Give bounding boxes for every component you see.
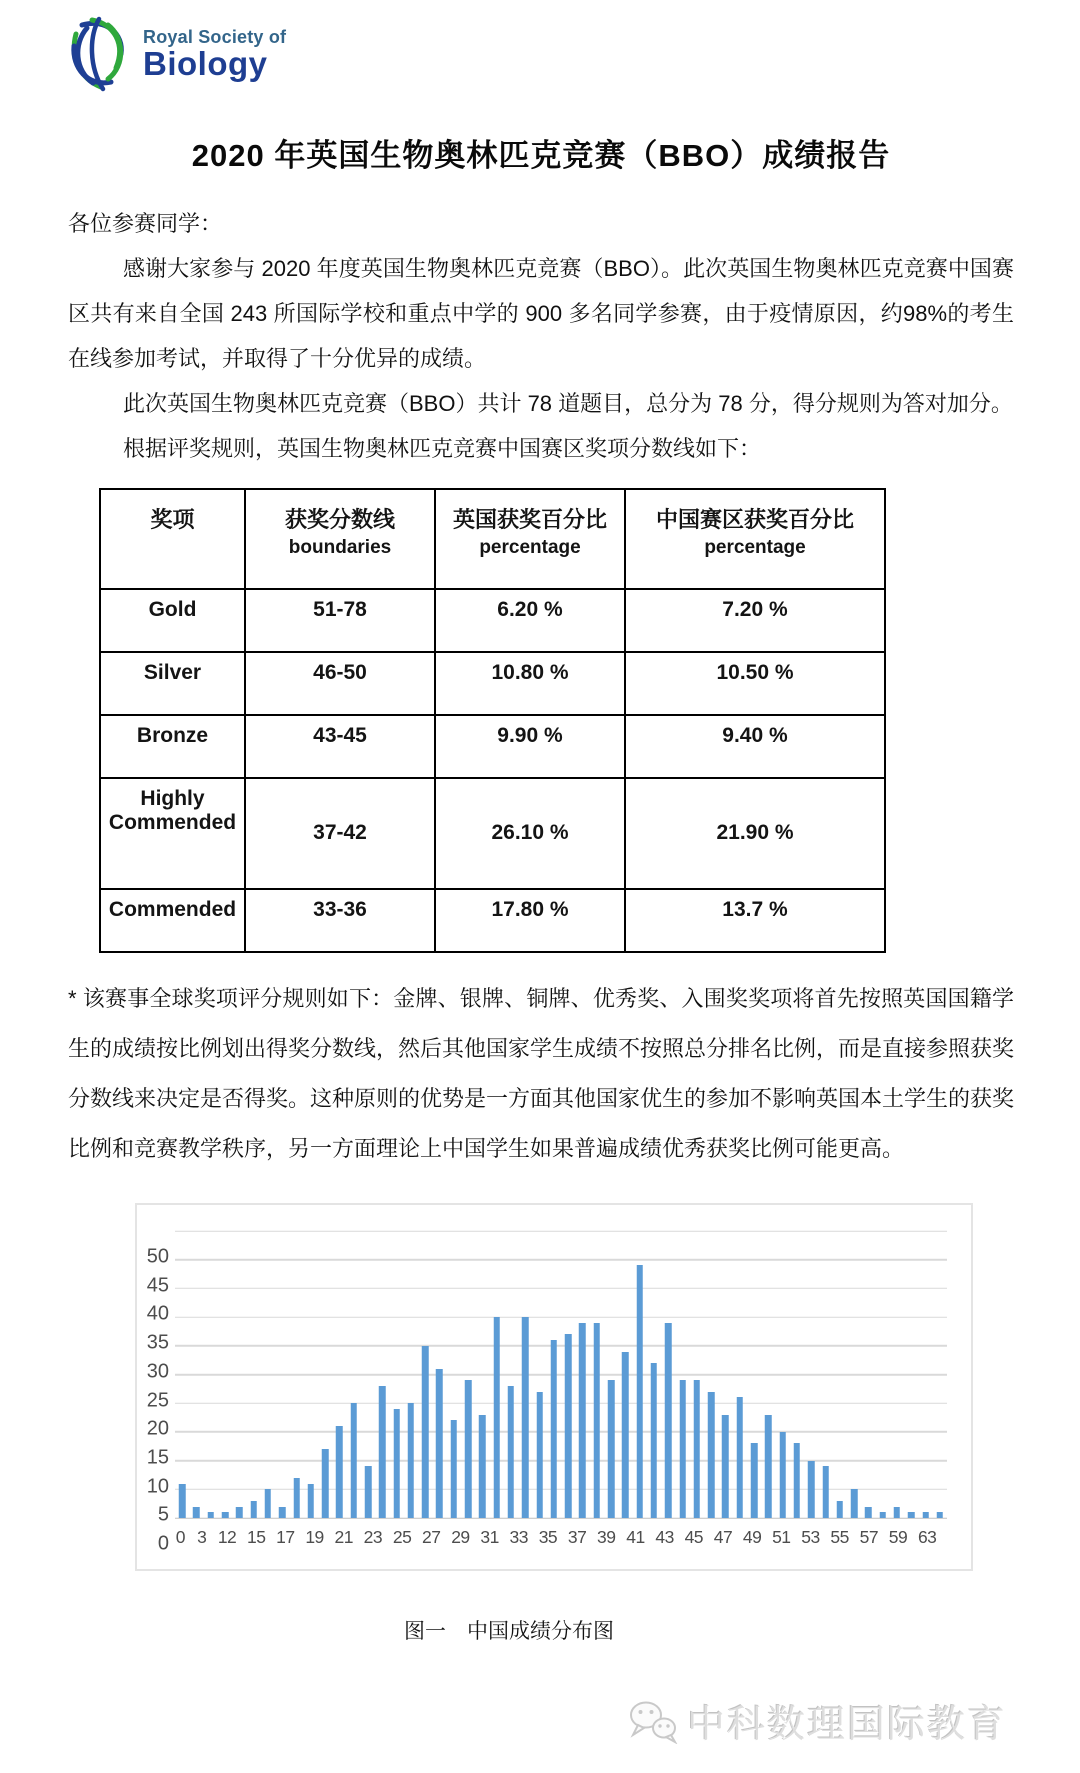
chart-x-axis [175,1527,947,1548]
y-tick-label: 15 [146,1446,169,1469]
bar-slot [175,1231,189,1518]
x-tick-label: 41 [626,1527,645,1547]
table-row [100,778,885,889]
bar-slot [690,1231,704,1518]
x-tick-label: 33 [509,1527,528,1547]
bar-slot [804,1231,818,1518]
bar-slot [475,1231,489,1518]
bar [279,1507,286,1518]
y-tick-label: 30 [146,1360,169,1383]
bar [322,1449,329,1518]
award-table-header-row [100,489,885,589]
bar [207,1512,214,1518]
bar-slot [876,1231,890,1518]
bar [865,1507,872,1518]
x-tick-label [470,1527,481,1548]
bar-slot [575,1231,589,1518]
x-tick-label: 23 [363,1527,383,1547]
x-tick-label: 63 [917,1527,937,1547]
column-header: 英国获奖百分比 percentage [435,489,625,589]
bar [794,1443,801,1518]
x-tick-label [878,1527,889,1548]
award-value-cell: 21.90 % [625,778,885,889]
x-tick-label [907,1527,918,1548]
bar-slot [461,1231,475,1518]
table-row [100,889,885,952]
paragraph-2: 此次英国生物奥林匹克竞赛（BBO）共计 78 道题目，总分为 78 分，得分规则为答对加分。 [123,391,1013,416]
x-tick-label: 15 [246,1527,266,1547]
x-tick-label: 35 [538,1527,558,1547]
bar [451,1420,458,1518]
bar-slot [332,1231,346,1518]
y-tick-label: 35 [146,1331,169,1354]
award-value-cell: 13.7 % [625,889,885,952]
bar-slot [289,1231,303,1518]
bar [636,1265,643,1518]
y-tick-label: 5 [157,1503,169,1526]
x-tick-label: 27 [422,1527,441,1547]
x-tick-label: 21 [334,1527,353,1547]
x-tick-label: 12 [217,1527,237,1547]
x-tick-label [732,1527,743,1548]
x-tick-label [265,1527,276,1548]
award-name-cell: Bronze [100,715,245,778]
x-tick-label: 59 [888,1527,908,1547]
x-tick-label [820,1527,831,1548]
bar-slot [861,1231,875,1518]
y-tick-label: 50 [146,1245,169,1268]
bar-slot [418,1231,432,1518]
x-tick-label: 51 [772,1527,791,1547]
bar-slot [761,1231,775,1518]
footnote: * 该赛事全球奖项评分规则如下：金牌、银牌、铜牌、优秀奖、入围奖奖项将首先按照英国国籍学生的成绩按比例划出得奖分数线，然后其他国家学生成绩不按照总分排名比例，而是直接参照获奖分数线来决定是否得奖。这种原则的优势是一方面其他国家优生的参加不影响英国本土学生的获奖比例和竞赛教学秩序，另一方面理论上中国学生如果普遍成绩优秀获奖比例可能更高。 [68,986,1015,1161]
x-tick-label: 29 [451,1527,470,1547]
award-value-cell: 43-45 [245,715,435,778]
bar [350,1403,357,1518]
award-value-cell: 51-78 [245,589,435,652]
bar [851,1489,858,1518]
bar [408,1403,415,1518]
bar [665,1323,672,1518]
bar-slot [775,1231,789,1518]
bar [436,1369,443,1518]
bar-slot [590,1231,604,1518]
bar-slot [661,1231,675,1518]
bar [708,1392,715,1518]
bar [594,1323,601,1518]
bar-slot [218,1231,232,1518]
x-tick-label [295,1527,306,1548]
award-name-cell: Highly Commended [100,778,245,889]
bar [508,1386,515,1518]
bar [293,1478,300,1518]
bar-slot [847,1231,861,1518]
bar-slot [747,1231,761,1518]
x-tick-label [936,1527,947,1548]
award-value-cell: 7.20 % [625,589,885,652]
bar [751,1443,758,1518]
bar-slot [547,1231,561,1518]
x-tick-label: 31 [480,1527,499,1547]
y-tick-label: 25 [146,1389,169,1411]
y-tick-label: 10 [146,1475,169,1498]
chart-bars [175,1231,947,1518]
bar [222,1512,229,1518]
bar-slot [675,1231,689,1518]
column-header: 中国赛区获奖百分比 percentage [625,489,885,589]
bar-slot [204,1231,218,1518]
bar [908,1512,915,1518]
watermark-text: 中科数理国际教育 [686,1704,1007,1746]
bar-slot [447,1231,461,1518]
column-header: 获奖分数线 boundaries [245,489,435,589]
figure-caption: 图一 中国成绩分布图 [404,1620,614,1643]
bar-slot [718,1231,732,1518]
bar [651,1363,658,1518]
x-tick-label: 19 [305,1527,324,1547]
x-tick-label [645,1527,656,1548]
x-tick-label [411,1527,422,1548]
award-table-body [100,589,885,952]
bar [579,1323,586,1518]
watermark [627,1693,1007,1748]
x-tick-label [440,1527,451,1548]
y-tick-label: 45 [146,1274,169,1297]
bar [779,1432,786,1518]
bar-slot [347,1231,361,1518]
award-value-cell: 6.20 % [435,589,625,652]
x-tick-label [207,1527,218,1548]
bar-slot [933,1231,947,1518]
bar [250,1501,257,1518]
x-tick-label: 25 [392,1527,412,1547]
bar-slot [404,1231,418,1518]
x-tick-label [236,1527,247,1548]
bar [236,1507,243,1518]
table-row [100,715,885,778]
bar-slot [246,1231,260,1518]
bar-slot [232,1231,246,1518]
bar-slot [904,1231,918,1518]
bar [722,1415,729,1518]
y-tick-label: 40 [146,1302,169,1325]
bar-slot [361,1231,375,1518]
bar [179,1484,186,1518]
x-tick-label: 55 [830,1527,849,1547]
bar-slot [532,1231,546,1518]
bar [922,1512,929,1518]
x-tick-label: 49 [742,1527,762,1547]
x-tick-label: 39 [597,1527,616,1547]
x-tick-label [353,1527,364,1548]
bar-slot [604,1231,618,1518]
chart-y-axis [135,1245,169,1555]
bar-slot [647,1231,661,1518]
x-tick-label: 57 [859,1527,879,1547]
bar [694,1380,701,1518]
column-header: 奖项 [100,489,245,589]
table-row [100,652,885,715]
bar [822,1466,829,1518]
paragraph-3: 根据评奖规则，英国生物奥林匹克竞赛中国赛区奖项分数线如下： [123,436,762,461]
bar-slot [389,1231,403,1518]
award-value-cell: 9.90 % [435,715,625,778]
bar-slot [318,1231,332,1518]
bar-slot [189,1231,203,1518]
bar-slot [561,1231,575,1518]
x-tick-label [761,1527,772,1548]
x-tick-label [586,1527,597,1548]
bar-slot [504,1231,518,1518]
bar-slot [432,1231,446,1518]
bar [837,1501,844,1518]
bar-slot [375,1231,389,1518]
bar [393,1409,400,1518]
award-value-cell: 17.80 % [435,889,625,952]
x-tick-label [557,1527,568,1548]
bar-slot [733,1231,747,1518]
rsb-logo [68,16,1014,94]
bar [622,1352,629,1518]
x-tick-label [499,1527,510,1548]
paragraph-1: 感谢大家参与 2020 年度英国生物奥林匹克竞赛（BBO）。此次英国生物奥林匹克竞赛中国赛区共有来自全国 243 所国际学校和重点中学的 900 多名同学参赛，由于疫情原因，约98%的考生在线参加考试，并取得了十分优异的成绩。 [68,256,1014,371]
bar [522,1317,529,1518]
y-tick-label: 20 [146,1417,169,1440]
bar [879,1512,886,1518]
x-tick-label [186,1527,197,1548]
award-value-cell: 46-50 [245,652,435,715]
x-tick-label [703,1527,714,1548]
rsb-logo-text [143,28,286,82]
bar [679,1380,686,1518]
bar [565,1334,572,1518]
bar-slot [790,1231,804,1518]
bar-slot [818,1231,832,1518]
award-name-cell: Commended [100,889,245,952]
x-tick-label: 47 [713,1527,733,1547]
logo-text-large: Biology [143,45,268,83]
x-tick-label: 53 [801,1527,820,1547]
x-tick-label: 37 [567,1527,587,1547]
award-name-cell: Silver [100,652,245,715]
bar [536,1392,543,1518]
rsb-logo-icon [68,16,130,94]
greeting: 各位参赛同学： [68,211,223,236]
bar-slot [618,1231,632,1518]
score-distribution-chart [135,1203,973,1571]
award-value-cell: 10.80 % [435,652,625,715]
award-value-cell: 9.40 % [625,715,885,778]
bar [765,1415,772,1518]
bar-slot [704,1231,718,1518]
bar [551,1340,558,1518]
bar-slot [890,1231,904,1518]
bar [265,1489,272,1518]
award-value-cell: 33-36 [245,889,435,952]
page-title: 2020 年英国生物奥林匹克竞赛（BBO）成绩报告 [191,138,891,173]
bar [736,1397,743,1518]
bar [479,1415,486,1518]
award-name-cell: Gold [100,589,245,652]
x-tick-label [528,1527,539,1548]
bar-slot [304,1231,318,1518]
table-row [100,589,885,652]
award-value-cell: 10.50 % [625,652,885,715]
award-value-cell: 26.10 % [435,778,625,889]
x-tick-label [324,1527,335,1548]
bar-slot [261,1231,275,1518]
award-value-cell: 37-42 [245,778,435,889]
bar-slot [833,1231,847,1518]
x-tick-label [382,1527,393,1548]
x-tick-label: 0 [175,1527,185,1547]
bar [937,1512,944,1518]
bar-slot [518,1231,532,1518]
bar-slot [633,1231,647,1518]
y-tick-label: 0 [157,1532,169,1555]
bar-slot [490,1231,504,1518]
bar [422,1346,429,1518]
x-tick-label [674,1527,685,1548]
bar [336,1426,343,1518]
bar [379,1386,386,1518]
x-tick-label [849,1527,860,1548]
x-tick-label: 17 [276,1527,295,1547]
x-tick-label: 43 [655,1527,674,1547]
x-tick-label [791,1527,802,1548]
bar [608,1380,615,1518]
bar [365,1466,372,1518]
bar [308,1484,315,1518]
wechat-icon [627,1698,679,1744]
x-tick-label [616,1527,627,1548]
bar-slot [275,1231,289,1518]
logo-text-small: Royal Society of [143,27,287,48]
bar [465,1380,472,1518]
bar-slot [918,1231,932,1518]
bar [493,1317,500,1518]
x-tick-label: 3 [197,1527,207,1547]
bar [193,1507,200,1518]
bar [808,1461,815,1518]
bar [894,1507,901,1518]
x-tick-label: 45 [684,1527,704,1547]
award-table [99,488,886,953]
